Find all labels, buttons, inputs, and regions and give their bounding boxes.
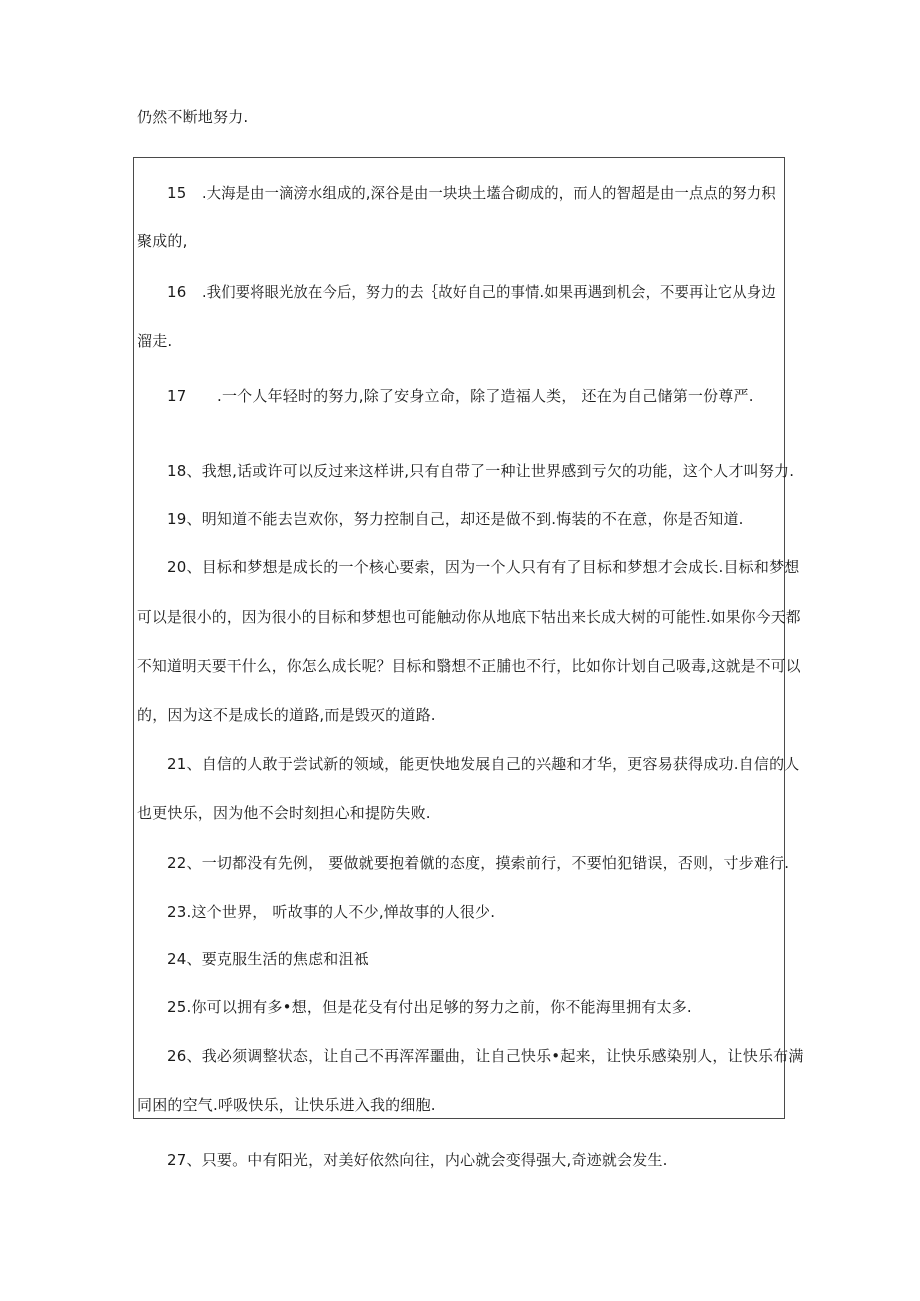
list-item-22 <box>167 853 789 873</box>
list-item-21-cont <box>137 803 431 823</box>
list-item-16 <box>167 282 805 302</box>
item-number: 16 <box>167 283 187 301</box>
item-number: 15 <box>167 184 187 202</box>
item-text: 、自信的人敢于尝试新的领域，能更快地发展自己的兴趣和才华，更容易获得成功.自信的人 <box>186 755 800 773</box>
list-item-20 <box>167 557 799 577</box>
item-text: 溜走. <box>137 332 173 350</box>
item-number: 17 <box>167 387 187 405</box>
item-text: 、我想,话或许可以反过来这样讲,只有自带了一种让世界感到亏欠的功能，这个人才叫努力. <box>186 462 795 480</box>
item-number: 24 <box>167 950 187 968</box>
top-text-line <box>137 107 248 127</box>
list-item-16-cont <box>137 331 172 351</box>
item-number: 22 <box>167 854 187 872</box>
list-item-17 <box>167 386 754 406</box>
list-item-26 <box>167 1046 804 1066</box>
list-item-20-cont <box>137 705 436 725</box>
list-item-21 <box>167 754 799 774</box>
item-number: 27 <box>167 1151 187 1169</box>
item-text: 聚成的, <box>137 232 188 250</box>
item-text: .大海是由一滴滂水组成的,深谷是由一块块土壒合砌成的，而人的智超是由一点点的努力积 <box>202 184 776 202</box>
item-number: 20 <box>167 558 187 576</box>
item-text: .你可以拥有多•想，但是花殳有付出足够的努力之前，你不能海里拥有太多. <box>186 998 692 1016</box>
list-item-24 <box>167 949 369 969</box>
item-text: 、目标和梦想是成长的一个核心要索，因为一个人只有有了目标和梦想才会成长.目标和梦想 <box>186 558 800 576</box>
list-item-23 <box>167 902 495 922</box>
list-item-20-cont <box>137 656 811 676</box>
list-item-26-cont <box>137 1095 436 1115</box>
item-text: 的，因为这不是成长的道路,而是毁灭的道路. <box>137 706 436 724</box>
list-item-15 <box>167 183 814 203</box>
item-text: 、只要。中有阳光，对美好依然向往，内心就会变得强大,奇迹就会发生. <box>186 1151 668 1169</box>
list-item-20-cont <box>137 607 811 627</box>
item-text: 也更快乐，因为他不会时刻担心和提防失败. <box>137 804 431 822</box>
item-text: .这个世界， 听故事的人不少,惮故事的人很少. <box>186 903 496 921</box>
text-span: 仍然不断地努力. <box>137 108 249 126</box>
list-item-25 <box>167 997 692 1017</box>
item-number: 26 <box>167 1047 187 1065</box>
item-text: 、我必须调整状态，让自己不再浑浑噩曲，让自己快乐•起来，让快乐感染别人，让快乐布满 <box>186 1047 804 1065</box>
list-item-27 <box>167 1150 668 1170</box>
item-number: 25 <box>167 998 187 1016</box>
item-text: .我们要将眼光放在今后，努力的去｛故好自己的事情.如果再遇到机会，不要再让它从身边 <box>202 283 776 301</box>
item-number: 21 <box>167 755 187 773</box>
item-number: 23 <box>167 903 187 921</box>
item-number: 19 <box>167 510 187 528</box>
list-item-19 <box>167 509 744 529</box>
item-text: 、一切都没有先例， 要做就要抱着僦的态度，摸索前行，不要怕犯错误，否则，寸步难行. <box>186 854 790 872</box>
item-text: 同困的空气.呼吸快乐，让快乐进入我的细胞. <box>137 1096 436 1114</box>
item-text: 可以是很小的，因为很小的目标和梦想也可能触动你从地底下牯出来长成大树的可能性.如果你今天都 <box>137 608 801 626</box>
list-item-15-cont <box>137 231 188 251</box>
item-text: .一个人年轻时的努力,除了安身立命，除了造福人类， 还在为自己储第一份尊严. <box>217 387 754 405</box>
item-text: 不知道明天要干什么，你怎么成长呢？目标和翳想不正脯也不行，比如你计划自己吸毒,这就是不可以 <box>137 657 801 675</box>
item-number: 18 <box>167 462 187 480</box>
item-text: 、要克服生活的焦虑和沮袛 <box>186 950 369 968</box>
item-text: 、明知道不能去岂欢你，努力控制自己，却还是做不到.悔装的不在意，你是否知道. <box>186 510 744 528</box>
list-item-18 <box>167 461 794 481</box>
